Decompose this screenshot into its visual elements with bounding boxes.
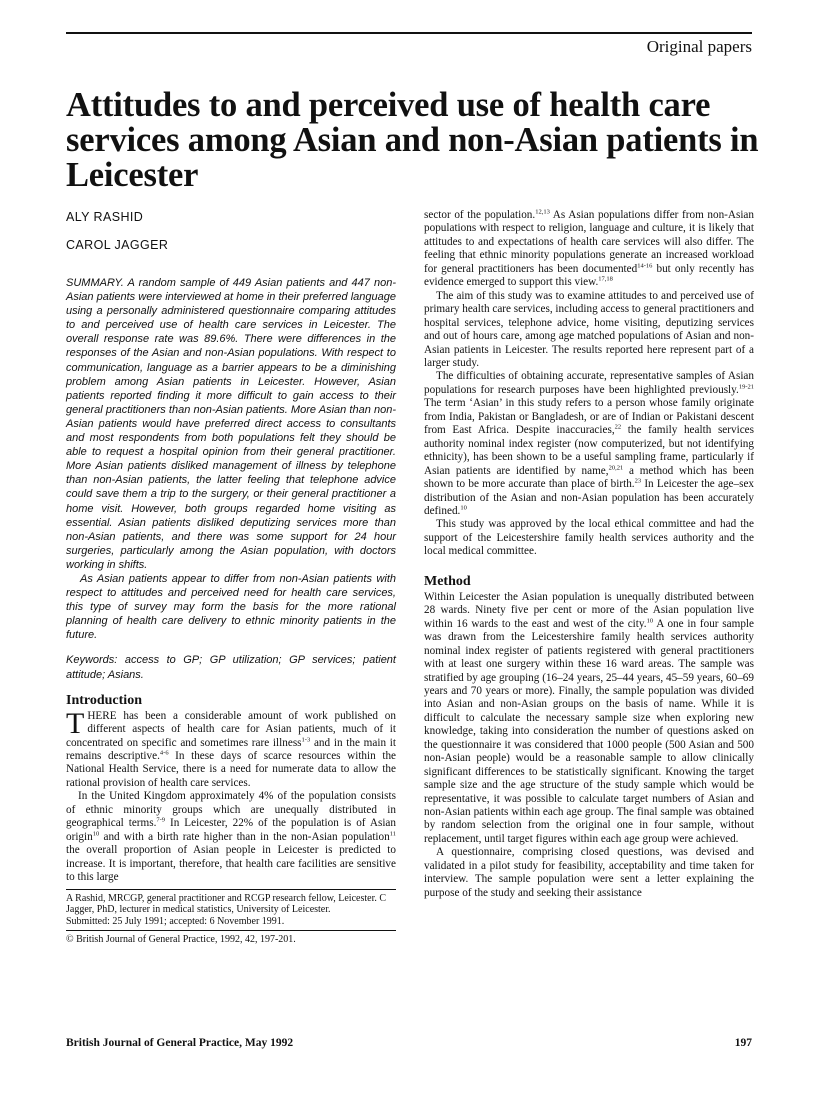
copyright-notice: © British Journal of General Practice, 1992, 42, 197-201. — [66, 934, 296, 946]
right-column — [424, 209, 754, 900]
keywords: Keywords: access to GP; GP utilization; GP services; patient attitude; Asians. — [66, 654, 396, 681]
author-affiliations: A Rashid, MRCGP, general practitioner and RCGP research fellow, Leicester. C Jagger, PhD, lecturer in medical statistics, University of Leicester. — [66, 892, 387, 916]
author-1: ALY RASHID — [66, 210, 144, 224]
right-paragraph-2: The aim of this study was to examine attitudes to and perceived use of primary health care services, including access to general practitioners and hospital services, telephone advice, home visiting, deputizing services and out of hours care, among age matched populations of Asian and non-Asian patients in Leicester. The results reported here represent part of a larger study. — [424, 289, 754, 369]
summary-paragraph-2: As Asian patients appear to differ from non-Asian patients with respect to attitudes and perceived need for health care services, this type of survey may form the basis for the more rational planning of health care delivery to ethnic minority patients in the future. — [66, 572, 396, 642]
header-rule — [66, 32, 752, 34]
article-title: Attitudes to and perceived use of health care services among Asian and non-Asian patients in Leicester — [66, 86, 759, 194]
method-paragraph-1: Within Leicester the Asian population is unequally distributed between 28 wards. Ninety five per cent or more of the Asian population live within 16 wards to the east and west of the city.$^{10}$ A one in four sample was drawn from the Leicestershire family health services authority nominal index register of patients registered with general practitioners with at least one surgery within these 16 ward areas. The sample was stratified by age grouping (16–24 years, 25–44 years, 45–59 years, 60–69 years and 70 years or more). Finally, the sample population was divided into Asian and non-Asian groups on the basis of name. While it is difficult to calculate the necessary sample size when exploring new knowledge, taking into consideration the number of questions asked on the questionnaire it was considered that 1000 people (500 Asian and 500 non-Asian people) would be a reasonable sample to allow clinically significant differences to be statistically significant. Knowing the target sample size and the age structure of the study sample which would be representative, it was possible to calculate target numbers of Asian and non-Asian patients within each age group. The final sample was obtained by random selection from the original one in four sample, without replacement, until target figures within each age group were achieved. — [424, 590, 754, 845]
method-heading: Method — [424, 573, 471, 589]
page-number: 197 — [734, 1037, 752, 1049]
right-paragraph-4: This study was approved by the local ethical committee and had the support of the Leicestershire family health services authority and the local medical committee. — [424, 518, 754, 558]
summary-paragraph-1: SUMMARY. A random sample of 449 Asian patients and 447 non-Asian patients were interviewed at home in their preferred language using a personally administered questionnaire comparing attitudes to and perceived use of health care services in Leicester. The overall response rate was 89.6%. There were differences in the responses of the Asian and non-Asian populations. With respect to communication, language as a barrier appears to be a diminishing problem among Asian patients in Leicester. However, Asian patients reported finding it more difficult to gain access to their general practitioners than non-Asian patients. More Asian than non-Asian patients would have preferred direct access to consultants and most respondents from both populations felt they should be able to request a hospital opinion from their general practitioner. More Asian patients disliked management of illness by telephone than non-Asian patients, the latter feeling that telephone advice could save them a trip to the surgery, or their general practitioner a home visit. However, both groups regarded home visiting as essential. Asian patients disliked deputizing services more than non-Asian patients, and there was some support for 24 hour surgeries, particularly among the Asian population, with doctors working in shifts. — [66, 277, 396, 571]
method-paragraph-2: A questionnaire, comprising closed questions, was devised and validated in a pilot study for feasibility, acceptability and time taken for interview. The sample population were sent a letter explaining the purpose of the study and seeking their assistance — [424, 846, 754, 899]
intro-paragraph-1: THERE has been a considerable amount of work published on different aspects of health care for Asian patients, much of it concentrated on specific and sometimes rare illness$^{1-3}$ and in the main it remains descriptive.$^{4-6}$ In these days of scarce resources within the National Health Service, there is a need for numerate data to allow the rational provision of health care services. — [66, 706, 397, 789]
author-2: CAROL JAGGER — [66, 238, 169, 252]
submission-dates: Submitted: 25 July 1991; accepted: 6 November 1991. — [66, 915, 285, 927]
drop-cap: T — [66, 706, 85, 740]
introduction-heading: Introduction — [66, 692, 142, 708]
left-column — [66, 276, 396, 946]
section-label: Original papers — [646, 37, 752, 56]
right-paragraph-1: sector of the population.$^{12,13}$ As Asian populations differ from non-Asian populations with respect to religion, language and culture, it is likely that attitudes to and expectations of health care services will also differ. The feeling that ethnic minority populations generate an increased workload for general practitioners has been documented$^{14-16}$ but only recently has evidence emerged to support this view.$^{17,18}$ — [424, 208, 754, 289]
intro-paragraph-2: In the United Kingdom approximately 4% of the population consists of ethnic minority groups which are unequally distributed in geographical terms.$^{7-9}$ In Leicester, 22% of the population is of Asian origin$^{10}$ and with a birth rate higher than in the non-Asian population$^{11}$ the overall proportion of Asian people in Leicester is predicted to increase. It is important, therefore, that health care facilities are sensitive to this large — [66, 790, 396, 884]
right-paragraph-3: The difficulties of obtaining accurate, representative samples of Asian populations for research purposes have been highlighted previously.$^{19-21}$ The term ‘Asian’ in this study refers to a person whose family originate from India, Pakistan or Bangladesh, or are of Indian or Pakistani descent from East Africa. Despite inaccuracies,$^{22}$ the family health services authority nominal index register (now computerized, but not identifying ethnicity), has been shown to be a useful sampling frame, particularly if Asian patients are identified by name,$^{20,21}$ a method which has been shown to be more accurate than place of birth.$^{23}$ In Leicester the age–sex distribution of the Asian and non-Asian population has been accurately defined.$^{10}$ — [424, 370, 755, 517]
footer-journal: British Journal of General Practice, May 1992 — [66, 1037, 294, 1049]
